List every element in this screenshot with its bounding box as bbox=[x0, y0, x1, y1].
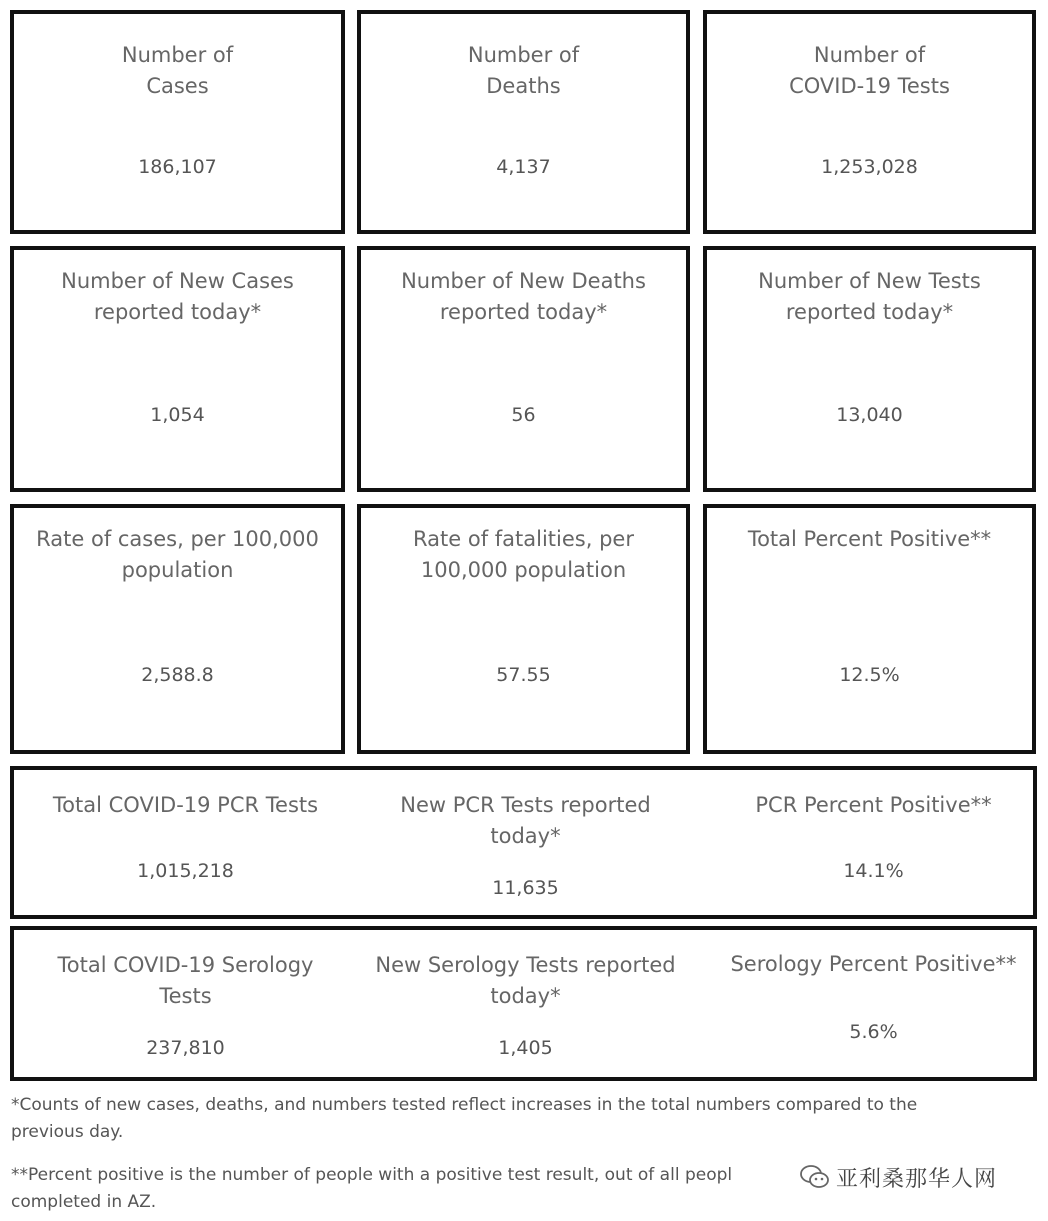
serology-new-tests bbox=[354, 930, 697, 1077]
card-label: Number of New Deaths reported today* bbox=[401, 269, 646, 324]
card-value: 1,253,028 bbox=[821, 156, 918, 178]
deaths-card bbox=[357, 10, 690, 234]
card-value: 186,107 bbox=[138, 156, 217, 178]
card-value: 5.6% bbox=[849, 1021, 898, 1043]
card-value: 13,040 bbox=[836, 404, 903, 426]
card-value: 4,137 bbox=[496, 156, 551, 178]
new-cases-card bbox=[10, 246, 345, 492]
serology-total-tests bbox=[14, 930, 357, 1077]
card-label: Rate of cases, per 100,000 population bbox=[36, 527, 319, 582]
pcr-panel bbox=[10, 766, 1037, 919]
card-label: Number of New Tests reported today* bbox=[758, 269, 981, 324]
card-label: New Serology Tests reported today* bbox=[375, 953, 676, 1008]
card-value: 237,810 bbox=[146, 1037, 225, 1059]
card-label: Number of New Cases reported today* bbox=[61, 269, 294, 324]
card-label: New PCR Tests reported today* bbox=[400, 793, 651, 848]
serology-panel bbox=[10, 926, 1037, 1081]
footnote-new-counts: *Counts of new cases, deaths, and numbers tested reflect increases in the total numbers compared to the previous day. bbox=[11, 1095, 918, 1142]
new-deaths-card bbox=[357, 246, 690, 492]
tests-card bbox=[703, 10, 1036, 234]
card-label: Serology Percent Positive** bbox=[730, 952, 1017, 976]
case-rate-card bbox=[10, 504, 345, 754]
new-tests-card bbox=[703, 246, 1036, 492]
card-value: 57.55 bbox=[496, 664, 551, 686]
card-value: 2,588.8 bbox=[141, 664, 214, 686]
watermark bbox=[800, 1162, 997, 1192]
wechat-icon bbox=[800, 1164, 830, 1190]
card-label: Number of COVID-19 Tests bbox=[789, 43, 950, 98]
card-label: Rate of fatalities, per 100,000 population bbox=[413, 527, 634, 582]
card-value: 1,054 bbox=[150, 404, 205, 426]
card-label: Number of Cases bbox=[121, 43, 234, 98]
card-label: Total Percent Positive** bbox=[747, 527, 992, 551]
card-label: Total COVID-19 Serology Tests bbox=[57, 953, 314, 1008]
card-label: Number of Deaths bbox=[467, 43, 580, 98]
cases-card bbox=[10, 10, 345, 234]
total-percent-positive-card bbox=[703, 504, 1036, 754]
fatality-rate-card bbox=[357, 504, 690, 754]
pcr-total-tests bbox=[14, 770, 357, 915]
footnote-percent-positive: **Percent positive is the number of people with a positive test result, out of all peopl completed in AZ. bbox=[11, 1165, 733, 1212]
card-value: 56 bbox=[511, 404, 536, 426]
pcr-new-tests bbox=[354, 770, 697, 915]
card-value: 11,635 bbox=[492, 877, 559, 899]
serology-percent-positive bbox=[702, 930, 1045, 1077]
card-value: 12.5% bbox=[839, 664, 900, 686]
card-label: Total COVID-19 PCR Tests bbox=[52, 793, 319, 817]
card-label: PCR Percent Positive** bbox=[755, 793, 992, 817]
card-value: 1,405 bbox=[498, 1037, 553, 1059]
pcr-percent-positive bbox=[702, 770, 1045, 915]
card-value: 1,015,218 bbox=[137, 860, 234, 882]
card-value: 14.1% bbox=[843, 860, 904, 882]
watermark-text: 亚利桑那华人网 bbox=[836, 1166, 998, 1192]
